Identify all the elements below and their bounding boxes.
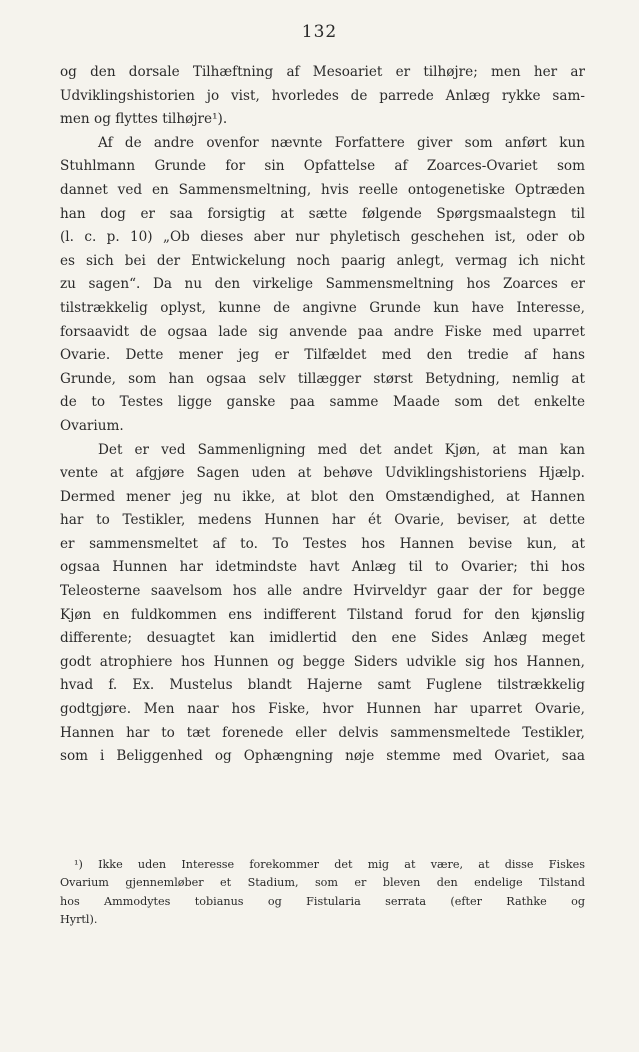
text-line: de to Testes ligge ganske paa samme Maade som det enkelte	[60, 394, 585, 411]
page-number: 132	[301, 22, 338, 42]
text-line: men og flyttes tilhøjre¹).	[60, 111, 228, 128]
footnote-line: hos Ammodytes tobianus og Fistularia serrata (efter Rathke og	[60, 894, 585, 908]
text-line: zu sagen“. Da nu den virkelige Sammensmeltning hos Zoarces er	[60, 276, 585, 293]
text-line: es sich bei der Entwickelung noch paarig anlegt, vermag ich nicht	[60, 252, 585, 269]
text-line: har to Testikler, medens Hunnen har ét Ovarie, beviser, at dette	[60, 512, 585, 529]
text-line: (l. c. p. 10) „Ob dieses aber nur phyletisch geschehen ist, oder ob	[60, 229, 585, 246]
text-line: hvad f. Ex. Mustelus blandt Hajerne samt Fuglene tilstrækkelig	[60, 677, 585, 694]
text-line: godtgjøre. Men naar hos Fiske, hvor Hunnen har uparret Ovarie,	[60, 701, 585, 718]
text-line: Udviklingshistorien jo vist, hvorledes de parrede Anlæg rykke sam-	[60, 87, 585, 104]
text-line: tilstrækkelig oplyst, kunne de angivne Grunde kun have Interesse,	[60, 299, 585, 316]
text-line: Grunde, som han ogsaa selv tillægger størst Betydning, nemlig at	[60, 370, 585, 387]
text-line: vente at afgjøre Sagen uden at behøve Udviklingshistoriens Hjælp.	[60, 465, 585, 482]
text-line: Ovarium.	[60, 417, 124, 434]
text-line: han dog er saa forsigtig at sætte følgende Spørgsmaalstegn til	[60, 205, 585, 222]
text-line: Det er ved Sammenligning med det andet Kjøn, at man kan	[98, 441, 585, 458]
text-line: forsaavidt de ogsaa lade sig anvende paa andre Fiske med uparret	[60, 323, 585, 340]
footnote	[60, 856, 585, 929]
text-line: og den dorsale Tilhæftning af Mesoariet er tilhøjre; men her ar	[60, 64, 585, 80]
text-line: som i Beliggenhed og Ophængning nøje stemme med Ovariet, saa	[60, 748, 585, 765]
text-line: dannet ved en Sammensmeltning, hvis reelle ontogenetiske Optræden	[60, 181, 585, 198]
text-line: godt atrophiere hos Hunnen og begge Siders udvikle sig hos Hannen,	[60, 653, 585, 670]
footnote-line: ¹) Ikke uden Interesse forekommer det mig at være, at disse Fiskes	[74, 858, 585, 871]
text-line: Af de andre ovenfor nævnte Forfattere giver som anført kun	[98, 134, 585, 151]
text-line: Teleosterne saavelsom hos alle andre Hvirveldyr gaar der for begge	[60, 583, 585, 600]
footnote-line: Hyrtl).	[60, 912, 98, 926]
text-line: Ovarie. Dette mener jeg er Tilfældet med den tredie af hans	[60, 347, 585, 364]
text-line: Kjøn en fuldkommen ens indifferent Tilstand forud for den kjønslig	[60, 606, 585, 623]
body-text	[60, 61, 585, 769]
footnote-line: Ovarium gjennemløber et Stadium, som er bleven den endelige Tilstand	[60, 876, 585, 890]
text-line: er sammensmeltet af to. To Testes hos Hannen bevise kun, at	[60, 535, 585, 552]
text-line: differente; desuagtet kan imidlertid den ene Sides Anlæg meget	[60, 630, 585, 647]
text-line: Dermed mener jeg nu ikke, at blot den Omstændighed, at Hannen	[60, 488, 585, 505]
text-line: Stuhlmann Grunde for sin Opfattelse af Zoarces-Ovariet som	[60, 158, 585, 175]
text-line: Hannen har to tæt forenede eller delvis sammensmeltede Testikler,	[60, 724, 585, 741]
text-line: ogsaa Hunnen har idetmindste havt Anlæg til to Ovarier; thi hos	[60, 559, 585, 576]
